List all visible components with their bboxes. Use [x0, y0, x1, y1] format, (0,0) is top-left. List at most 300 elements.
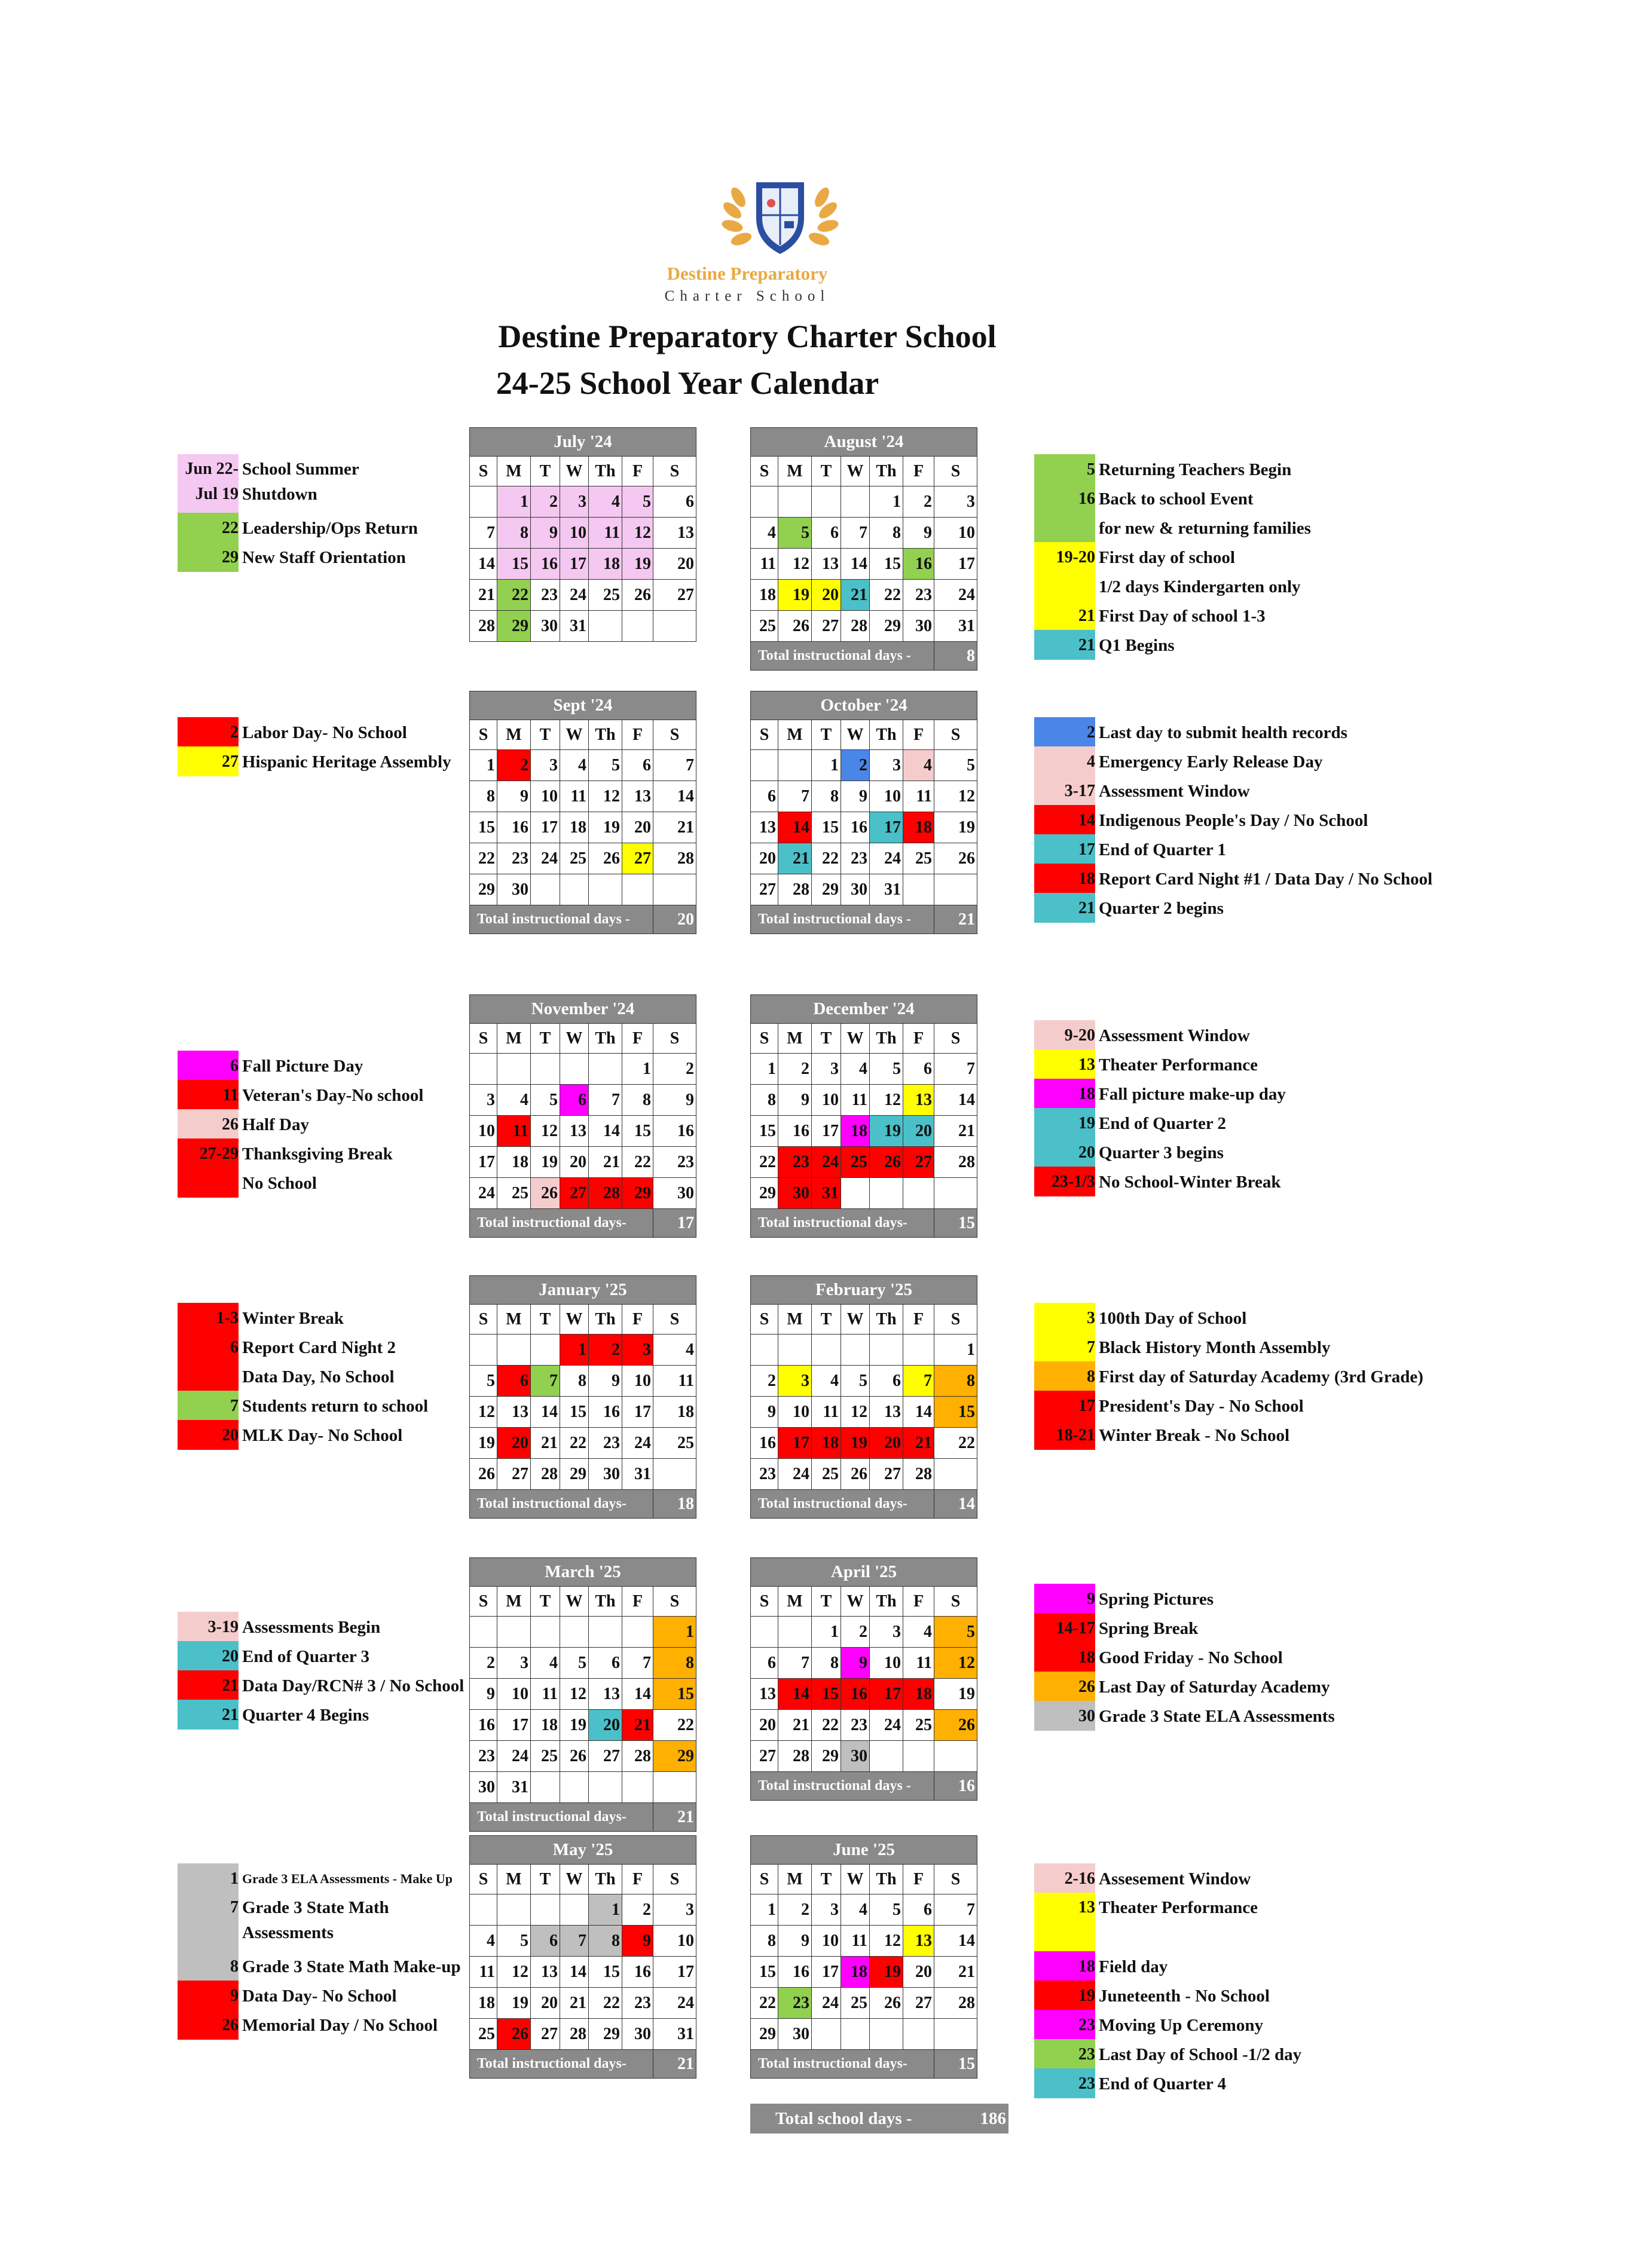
day-cell: 20: [589, 1710, 622, 1741]
day-cell: 30: [497, 874, 531, 905]
legend-item: [1034, 1137, 1632, 1167]
day-cell: 23: [778, 1988, 812, 2019]
day-cell: 17: [560, 549, 589, 580]
month-calendar: [750, 1835, 977, 2079]
legend-text: Half Day: [242, 1115, 309, 1134]
day-cell: 29: [812, 874, 841, 905]
day-cell: 11: [560, 781, 589, 812]
day-cell: 8: [497, 518, 531, 549]
day-cell: 19: [934, 1679, 977, 1710]
day-cell: 13: [751, 1679, 778, 1710]
day-cell: 11: [531, 1679, 560, 1710]
weekday-label: W: [560, 720, 589, 750]
day-cell: 26: [934, 843, 977, 874]
legend-text: Last Day of School -1/2 day: [1099, 2045, 1302, 2064]
weekday-label: S: [470, 1865, 497, 1894]
day-cell: 20: [497, 1428, 531, 1459]
weekday-label: Th: [589, 720, 622, 750]
day-cell: 7: [903, 1366, 934, 1397]
day-cell: 11: [470, 1957, 497, 1988]
day-cell: 27: [497, 1459, 531, 1490]
legend-text: Theater Performance: [1099, 1055, 1258, 1075]
day-cell: 24: [531, 843, 560, 874]
day-cell: 10: [812, 1085, 841, 1116]
weekday-label: F: [622, 1865, 653, 1894]
weekday-label: F: [903, 457, 934, 486]
day-cell: 22: [870, 580, 903, 611]
month-title: May '25: [470, 1836, 696, 1865]
legend-text: Hispanic Heritage Assembly: [242, 752, 451, 772]
legend-date: 18: [1078, 870, 1095, 888]
day-cell: 8: [751, 1085, 778, 1116]
day-cell: 4: [903, 1617, 934, 1648]
day-cell: 15: [751, 1957, 778, 1988]
day-cell: 20: [812, 580, 841, 611]
legend-text: Grade 3 State ELA Assessments: [1099, 1707, 1335, 1726]
day-cell: 10: [560, 518, 589, 549]
weekday-label: F: [622, 720, 653, 750]
legend-text: Black History Month Assembly: [1099, 1338, 1331, 1357]
day-cell: 29: [622, 1178, 653, 1209]
legend-text: First day of school: [1099, 548, 1235, 567]
legend-text: 100th Day of School: [1099, 1309, 1247, 1328]
day-cell: [589, 874, 622, 905]
legend-text: Fall picture make-up day: [1099, 1085, 1286, 1104]
day-cell: 25: [903, 843, 934, 874]
day-cell: 2: [470, 1648, 497, 1679]
day-cell: 21: [589, 1147, 622, 1178]
legend-item: [1034, 454, 1632, 483]
day-cell: 8: [622, 1085, 653, 1116]
day-cell: 6: [903, 1894, 934, 1926]
day-cell: 5: [870, 1054, 903, 1085]
legend-item: [1034, 1303, 1632, 1332]
day-cell: 3: [870, 1617, 903, 1648]
day-cell: 8: [812, 1648, 841, 1679]
legend-text: Data Day, No School: [242, 1367, 395, 1386]
legend-item: [1034, 1049, 1632, 1079]
legend-item: [178, 1700, 775, 1729]
legend-text: Last day to submit health records: [1099, 723, 1347, 742]
total-instructional-label: Total instructional days-: [470, 1803, 653, 1832]
day-cell: 26: [589, 843, 622, 874]
day-cell: 29: [470, 874, 497, 905]
legend-date: 7: [1087, 1338, 1095, 1357]
day-cell: 23: [497, 843, 531, 874]
weekday-label: M: [497, 720, 531, 750]
weekday-label: Th: [870, 1024, 903, 1054]
day-cell: 17: [870, 812, 903, 843]
total-instructional-label: Total instructional days -: [751, 905, 934, 934]
total-instructional-value: 8: [934, 642, 977, 671]
day-cell: 16: [751, 1428, 778, 1459]
day-cell: 22: [497, 580, 531, 611]
day-cell: 21: [778, 843, 812, 874]
legend-text: Good Friday - No School: [1099, 1648, 1283, 1667]
legend-date: 3-19: [207, 1618, 239, 1636]
day-cell: 18: [589, 549, 622, 580]
legend-text: First day of Saturday Academy (3rd Grade): [1099, 1367, 1423, 1386]
day-cell: 23: [622, 1988, 653, 2019]
weekday-label: Th: [870, 1587, 903, 1617]
day-cell: 19: [531, 1147, 560, 1178]
day-cell: 29: [812, 1741, 841, 1772]
day-cell: 16: [497, 812, 531, 843]
weekday-label: F: [903, 1865, 934, 1894]
day-cell: 28: [778, 874, 812, 905]
day-cell: 16: [470, 1710, 497, 1741]
day-cell: 26: [934, 1710, 977, 1741]
day-cell: 18: [812, 1428, 841, 1459]
legend-item: [178, 1332, 775, 1361]
legend-item: [1034, 1391, 1632, 1420]
legend-item: [1034, 1863, 1632, 1893]
month-title: July '24: [470, 428, 696, 457]
day-cell: 8: [560, 1366, 589, 1397]
day-cell: 26: [531, 1178, 560, 1209]
legend-date: 2: [230, 723, 239, 742]
weekday-label: M: [497, 1024, 531, 1054]
day-cell: 22: [622, 1147, 653, 1178]
day-cell: 30: [531, 611, 560, 642]
day-cell: 19: [870, 1116, 903, 1147]
legend-text: Students return to school: [242, 1397, 429, 1416]
day-cell: 2: [841, 750, 870, 781]
day-cell: 1: [751, 1894, 778, 1926]
weekday-label: Th: [870, 1865, 903, 1894]
legend-item: [178, 1138, 775, 1168]
day-cell: 18: [841, 1116, 870, 1147]
legend-item: [1034, 717, 1632, 746]
day-cell: 21: [560, 1988, 589, 2019]
day-cell: 12: [497, 1957, 531, 1988]
legend-date: 6: [230, 1338, 239, 1357]
day-cell: 4: [841, 1894, 870, 1926]
day-cell: 22: [934, 1428, 977, 1459]
day-cell: [531, 1772, 560, 1803]
day-cell: 9: [622, 1926, 653, 1957]
day-cell: 18: [531, 1710, 560, 1741]
day-cell: 25: [812, 1459, 841, 1490]
legend-date: 1: [230, 1869, 239, 1888]
day-cell: [812, 1335, 841, 1366]
weekday-label: Th: [589, 1024, 622, 1054]
day-cell: [841, 1335, 870, 1366]
day-cell: [934, 874, 977, 905]
legend-date: 6: [230, 1057, 239, 1075]
day-cell: 11: [751, 549, 778, 580]
legend-date: 26: [222, 1115, 239, 1134]
total-instructional-label: Total instructional days-: [751, 2050, 934, 2079]
day-cell: [870, 1741, 903, 1772]
logo-name: Destine Preparatory: [667, 263, 828, 284]
day-cell: 27: [589, 1741, 622, 1772]
weekday-label: W: [841, 457, 870, 486]
day-cell: 23: [841, 1710, 870, 1741]
total-instructional-label: Total instructional days-: [470, 1490, 653, 1519]
weekday-label: W: [560, 1865, 589, 1894]
day-cell: 6: [751, 1648, 778, 1679]
day-cell: 8: [653, 1648, 696, 1679]
day-cell: 5: [589, 750, 622, 781]
day-cell: 14: [903, 1397, 934, 1428]
legend-text: Last Day of Saturday Academy: [1099, 1678, 1330, 1697]
day-cell: 19: [870, 1957, 903, 1988]
day-cell: 23: [589, 1428, 622, 1459]
legend-swatch: [178, 1361, 239, 1391]
day-cell: 24: [470, 1178, 497, 1209]
month-calendar: [750, 691, 977, 934]
day-cell: 7: [778, 781, 812, 812]
legend-date: 18-21: [1056, 1426, 1095, 1444]
day-cell: 12: [934, 1648, 977, 1679]
day-cell: 14: [934, 1085, 977, 1116]
day-cell: 31: [653, 2019, 696, 2050]
weekday-label: S: [934, 1587, 977, 1617]
weekday-label: M: [778, 457, 812, 486]
legend-date: 26: [222, 2016, 239, 2034]
day-cell: 3: [470, 1085, 497, 1116]
day-cell: 9: [531, 518, 560, 549]
day-cell: [622, 611, 653, 642]
day-cell: 28: [653, 843, 696, 874]
day-cell: 16: [841, 812, 870, 843]
legend-item: [178, 1420, 775, 1449]
day-cell: 26: [497, 2019, 531, 2050]
weekday-label: F: [622, 1305, 653, 1335]
day-cell: [841, 1178, 870, 1209]
day-cell: 10: [653, 1926, 696, 1957]
day-cell: [622, 1772, 653, 1803]
day-cell: 5: [470, 1366, 497, 1397]
day-cell: 10: [470, 1116, 497, 1147]
legend-text: Report Card Night 2: [242, 1338, 396, 1357]
day-cell: 7: [531, 1366, 560, 1397]
day-cell: 4: [589, 486, 622, 518]
day-cell: 31: [622, 1459, 653, 1490]
legend-text: Fall Picture Day: [242, 1057, 363, 1076]
weekday-label: S: [470, 720, 497, 750]
weekday-label: S: [470, 1024, 497, 1054]
day-cell: 16: [841, 1679, 870, 1710]
day-cell: [870, 2019, 903, 2050]
day-cell: 9: [841, 1648, 870, 1679]
day-cell: 23: [841, 843, 870, 874]
day-cell: 6: [903, 1054, 934, 1085]
legend-date: 20: [1078, 1143, 1095, 1162]
legend-text: Spring Pictures: [1099, 1590, 1214, 1609]
day-cell: 4: [812, 1366, 841, 1397]
day-cell: [531, 874, 560, 905]
day-cell: 10: [870, 781, 903, 812]
total-instructional-value: 16: [934, 1772, 977, 1801]
day-cell: 21: [653, 812, 696, 843]
legend-text: Assesement Window: [1099, 1869, 1251, 1889]
legend-date: 2-16: [1064, 1869, 1095, 1888]
day-cell: [778, 750, 812, 781]
day-cell: 17: [778, 1428, 812, 1459]
day-cell: [841, 2019, 870, 2050]
weekday-label: S: [751, 1865, 778, 1894]
day-cell: 1: [470, 750, 497, 781]
weekday-label: T: [812, 457, 841, 486]
day-cell: 14: [778, 1679, 812, 1710]
day-cell: 28: [934, 1147, 977, 1178]
legend-date: 3: [1087, 1309, 1095, 1327]
legend-item: [1034, 542, 1632, 571]
month-title: August '24: [751, 428, 977, 457]
legend-date: 18: [1078, 1957, 1095, 1976]
legend-text: Grade 3 State Math Make-up: [242, 1957, 461, 1976]
day-cell: 7: [778, 1648, 812, 1679]
day-cell: 3: [812, 1054, 841, 1085]
legend-date: 23-1/3: [1051, 1173, 1095, 1191]
weekday-label: S: [934, 720, 977, 750]
day-cell: 7: [589, 1085, 622, 1116]
day-cell: 24: [870, 843, 903, 874]
day-cell: 3: [778, 1366, 812, 1397]
day-cell: 15: [812, 1679, 841, 1710]
legend-item: [178, 1981, 775, 2010]
legend-swatch: [178, 1168, 239, 1198]
weekday-label: T: [812, 720, 841, 750]
legend-text: Returning Teachers Begin: [1099, 460, 1292, 479]
day-cell: 28: [531, 1459, 560, 1490]
legend-text: End of Quarter 2: [1099, 1114, 1226, 1133]
day-cell: 27: [751, 1741, 778, 1772]
day-cell: 22: [751, 1988, 778, 2019]
day-cell: 13: [497, 1397, 531, 1428]
day-cell: 24: [497, 1741, 531, 1772]
day-cell: 12: [560, 1679, 589, 1710]
legend-text: Quarter 4 Begins: [242, 1706, 369, 1725]
legend-date: 9: [1087, 1590, 1095, 1608]
weekday-label: S: [934, 1024, 977, 1054]
day-cell: 11: [841, 1926, 870, 1957]
day-cell: 4: [560, 750, 589, 781]
legend-date: 19: [1078, 1114, 1095, 1133]
weekday-label: T: [812, 1587, 841, 1617]
day-cell: 13: [812, 549, 841, 580]
weekday-label: T: [531, 457, 560, 486]
weekday-label: S: [653, 1024, 696, 1054]
legend-date: 5: [1087, 460, 1095, 479]
day-cell: 7: [653, 750, 696, 781]
legend-text: President's Day - No School: [1099, 1397, 1304, 1416]
day-cell: 25: [470, 2019, 497, 2050]
legend-date: 20: [222, 1647, 239, 1666]
day-cell: 18: [903, 812, 934, 843]
legend-item: [178, 1641, 775, 1670]
legend-item: [178, 1051, 775, 1080]
day-cell: 19: [934, 812, 977, 843]
weekday-label: W: [841, 1305, 870, 1335]
legend-item: [1034, 601, 1632, 630]
day-cell: 20: [622, 812, 653, 843]
day-cell: [934, 1741, 977, 1772]
legend-item: [178, 1893, 775, 1951]
day-cell: 1: [622, 1054, 653, 1085]
legend-item: [1034, 1613, 1632, 1642]
day-cell: 9: [751, 1397, 778, 1428]
day-cell: 10: [778, 1397, 812, 1428]
legend-item: [1034, 2010, 1632, 2039]
weekday-label: Th: [870, 720, 903, 750]
legend-date: 20: [222, 1426, 239, 1444]
day-cell: 19: [622, 549, 653, 580]
weekday-label: M: [778, 1024, 812, 1054]
day-cell: 5: [934, 750, 977, 781]
day-cell: [934, 1178, 977, 1209]
day-cell: 5: [870, 1894, 903, 1926]
day-cell: 22: [812, 843, 841, 874]
weekday-label: S: [653, 1865, 696, 1894]
legend-date: 8: [1087, 1367, 1095, 1386]
day-cell: 29: [560, 1459, 589, 1490]
day-cell: 15: [870, 549, 903, 580]
day-cell: 16: [531, 549, 560, 580]
legend-text: Field day: [1099, 1957, 1168, 1976]
day-cell: 14: [531, 1397, 560, 1428]
day-cell: [653, 874, 696, 905]
day-cell: 16: [622, 1957, 653, 1988]
day-cell: 12: [470, 1397, 497, 1428]
day-cell: [589, 611, 622, 642]
day-cell: 28: [470, 611, 497, 642]
day-cell: 3: [812, 1894, 841, 1926]
day-cell: 20: [751, 1710, 778, 1741]
weekday-label: M: [778, 1305, 812, 1335]
legend-item: [1034, 2068, 1632, 2098]
day-cell: 17: [934, 549, 977, 580]
weekday-label: S: [751, 457, 778, 486]
legend-item: [1034, 776, 1632, 805]
weekday-label: S: [653, 1587, 696, 1617]
month-title: February '25: [751, 1276, 977, 1305]
total-instructional-value: 21: [653, 1803, 696, 1832]
legend-item: [178, 1863, 775, 1893]
legend-date: 9: [230, 1987, 239, 2005]
legend-item: [1034, 1701, 1632, 1730]
day-cell: 1: [812, 750, 841, 781]
day-cell: 15: [560, 1397, 589, 1428]
day-cell: [934, 1459, 977, 1490]
legend-date: 21: [222, 1676, 239, 1695]
day-cell: 24: [870, 1710, 903, 1741]
day-cell: 16: [653, 1116, 696, 1147]
legend-text: End of Quarter 1: [1099, 840, 1226, 859]
day-cell: 24: [934, 580, 977, 611]
day-cell: 29: [589, 2019, 622, 2050]
legend-text: Assessment Window: [1099, 1026, 1250, 1045]
legend-swatch: [1034, 571, 1095, 601]
weekday-label: W: [841, 1024, 870, 1054]
legend-text: Grade 3 ELA Assessments - Make Up: [242, 1871, 453, 1886]
day-cell: 23: [903, 580, 934, 611]
day-cell: 4: [470, 1926, 497, 1957]
weekday-label: T: [531, 1024, 560, 1054]
day-cell: [841, 486, 870, 518]
day-cell: 7: [934, 1054, 977, 1085]
legend-date: 27: [222, 752, 239, 771]
day-cell: 5: [531, 1085, 560, 1116]
legend-date: 3-17: [1064, 782, 1095, 800]
day-cell: 31: [560, 611, 589, 642]
weekday-label: S: [653, 720, 696, 750]
weekday-label: M: [497, 1305, 531, 1335]
day-cell: 14: [470, 549, 497, 580]
day-cell: 19: [497, 1988, 531, 2019]
